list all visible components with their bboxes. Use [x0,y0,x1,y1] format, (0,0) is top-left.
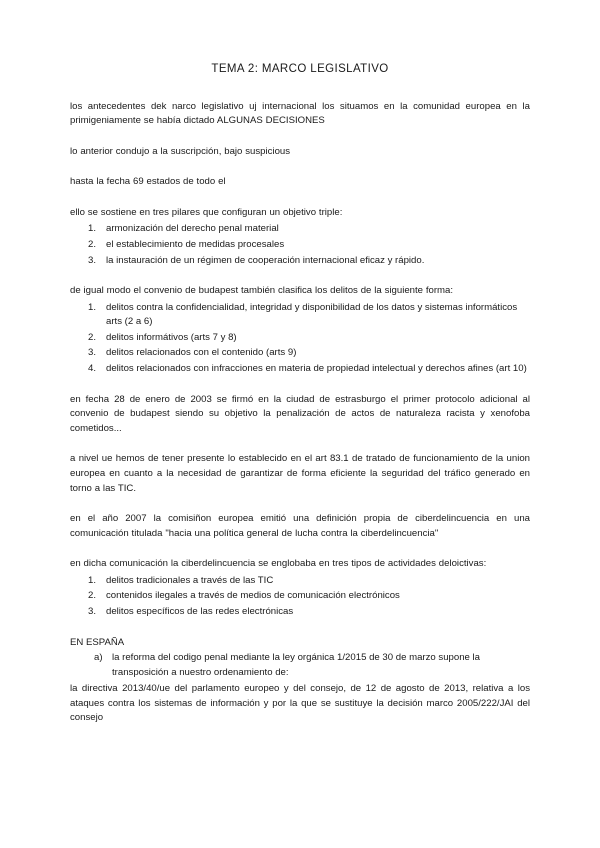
paragraph-estados: hasta la fecha 69 estados de todo el [70,176,226,188]
list-marker: 2. [88,590,97,602]
page-title: TEMA 2: MARCO LEGISLATIVO [211,63,389,75]
list-marker: 2. [88,331,97,343]
list-item [70,651,530,680]
list-marker: 1. [88,574,97,586]
list-marker: 1. [88,301,97,313]
paragraph-pilares-lead: ello se sostiene en tres pilares que configuran un objetivo triple: [70,206,343,218]
list-pilares [70,222,530,268]
list-item-label: la reforma del codigo penal mediante la ley orgánica 1/2015 de 30 de marzo supone la transposición a nuestro ordenamiento de: [112,652,481,678]
list-item-label: el establecimiento de medidas procesales [106,238,285,250]
document-body [70,62,530,726]
list-item-label: armonización del derecho penal material [106,223,279,235]
list-item-label: delitos contra la confidencialidad, integridad y disponibilidad de los datos y sistemas informáticos arts (2 a 6) [106,301,518,328]
list-budapest [70,301,530,377]
paragraph-art831: a nivel ue hemos de tener presente lo establecido en el art 83.1 de tratado de funcionamiento de la union europea en cuanto a la necesidad de garantizar de forma eficiente la seguridad del tráfico generado en torno a las TIC. [70,453,530,494]
list-item-label: delitos relacionados con el contenido (arts 9) [106,347,297,359]
list-item-label: delitos relacionados con infracciones en materia de propiedad intelectual y derechos afines (art 10) [106,363,527,375]
list-item [70,222,530,237]
list-item [70,605,530,620]
section-heading-espana: EN ESPAÑA [70,636,125,648]
list-marker: 4. [88,363,97,375]
list-item-label: la instauración de un régimen de cooperación internacional eficaz y rápido. [106,254,425,266]
list-item [70,331,530,346]
paragraph-comunicacion-lead: en dicha comunicación la ciberdelincuencia se englobaba en tres tipos de actividades deloictivas: [70,558,487,570]
paragraph-budapest-lead: de igual modo el convenio de budapest también clasifica los delitos de la siguiente forma: [70,285,454,297]
paragraph-estrasburgo: en fecha 28 de enero de 2003 se firmó en la ciudad de estrasburgo el primer protocolo adicional al convenio de budapest siendo su objetivo la penalización de actos de naturaleza racista y xenofoba cometidos... [70,393,530,434]
list-item-label: contenidos ilegales a través de medios de comunicación electrónicos [106,590,400,602]
list-item [70,362,530,377]
list-marker: 2. [88,238,97,250]
list-marker: 1. [88,223,97,235]
list-item [70,589,530,604]
list-espana [70,651,530,680]
list-item [70,238,530,253]
paragraph-comision-2007: en el año 2007 la comisiñon europea emitió una definición propia de ciberdelincuencia en una comunicación titulada "hacia una política general de lucha contra la ciberdelincuencia" [70,513,530,539]
paragraph-directiva: la directiva 2013/40/ue del parlamento europeo y del consejo, de 12 de agosto de 2013, relativa a los ataques contra los sistemas de información y por la que se sustituye la decisión marco 2005/222/JAI del consejo [70,683,530,724]
list-item-label: delitos específicos de las redes electrónicas [106,605,294,617]
list-item [70,346,530,361]
list-item-label: delitos tradicionales a través de las TIC [106,574,274,586]
list-actividades [70,574,530,620]
list-marker: 3. [88,347,97,359]
list-item-label: delitos informátivos (arts 7 y 8) [106,331,237,343]
list-item [70,301,530,330]
list-item [70,254,530,269]
list-marker: 3. [88,254,97,266]
list-item [70,574,530,589]
paragraph-suscripcion: lo anterior condujo a la suscripción, bajo suspicious [70,145,291,157]
list-marker: 3. [88,605,97,617]
list-marker: a) [94,652,103,664]
paragraph-intro: los antecedentes dek narco legislativo uj internacional los situamos en la comunidad europea en la primigeniamente se había dictado ALGUNAS DECISIONES [70,100,530,127]
